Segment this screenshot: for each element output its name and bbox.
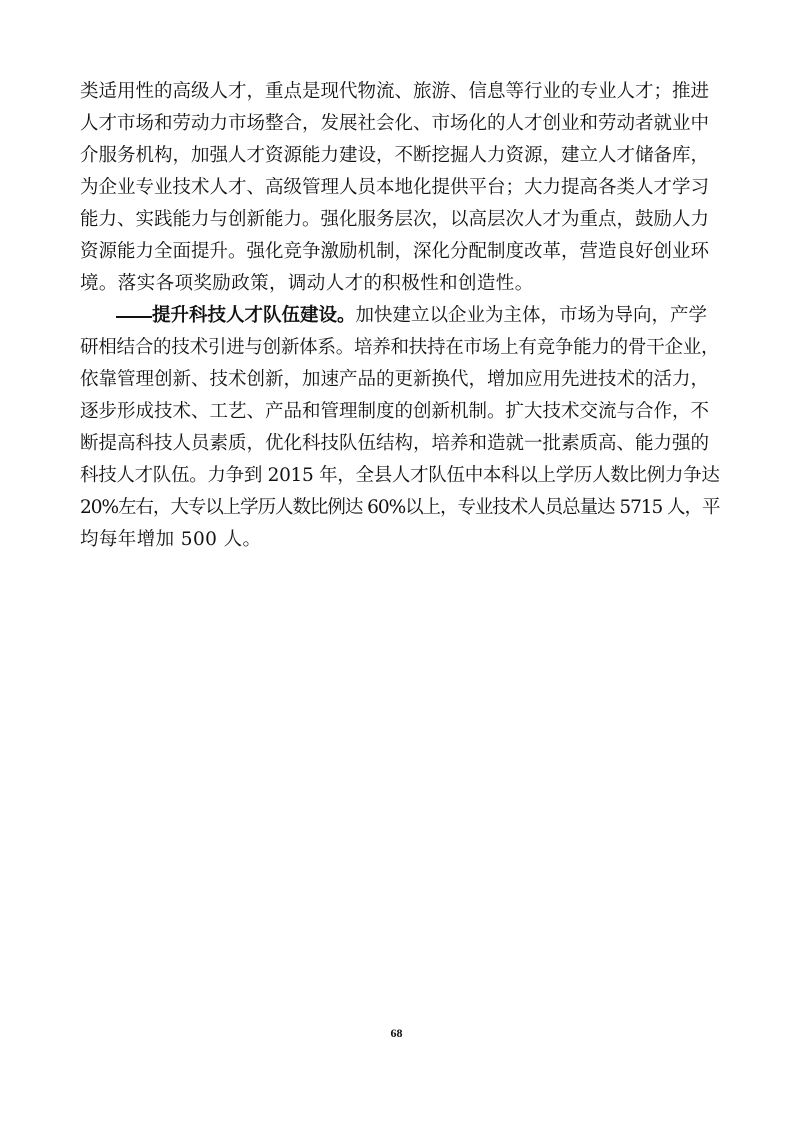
paragraph-line: 资源能力全面提升。强化竞争激励机制，深化分配制度改革，营造良好创业环 — [80, 241, 710, 262]
paragraph-talent-market — [80, 76, 720, 300]
paragraph-line: 均每年增加 500 人。 — [80, 529, 262, 550]
paragraph-line: 断提高科技人员素质，优化科技队伍结构，培养和造就一批素质高、能力强的 — [80, 433, 710, 454]
paragraph-first-line — [80, 300, 720, 332]
paragraph-tech-talent — [80, 300, 720, 556]
paragraph-line: 逐步形成技术、工艺、产品和管理制度的创新机制。扩大技术交流与合作，不 — [80, 401, 710, 422]
paragraph-line: 为企业专业技术人才、高级管理人员本地化提供平台；大力提高各类人才学习 — [80, 177, 710, 198]
paragraph-line: 科技人才队伍。力争到 2015 年，全县人才队伍中本科以上学历人数比例力争达 — [80, 465, 720, 486]
page-number: 68 — [390, 1026, 403, 1040]
paragraph-line: 研相结合的技术引进与创新体系。培养和扶持在市场上有竞争能力的骨干企业， — [80, 337, 720, 358]
paragraph-line-text: 加快建立以企业为主体，市场为导向，产学 — [355, 305, 708, 326]
paragraph-line: 人才市场和劳动力市场整合，发展社会化、市场化的人才创业和劳动者就业中 — [80, 113, 710, 134]
em-dash — [116, 300, 152, 332]
paragraph-line: 类适用性的高级人才，重点是现代物流、旅游、信息等行业的专业人才；推进 — [80, 81, 710, 102]
paragraph-line: 依靠管理创新、技术创新，加速产品的更新换代，增加应用先进技术的活力， — [80, 369, 710, 390]
paragraph-line: 境。落实各项奖励政策，调动人才的积极性和创造性。 — [80, 273, 534, 294]
section-heading: 提升科技人才队伍建设。 — [152, 305, 356, 326]
paragraph-line: 介服务机构，加强人才资源能力建设，不断挖掘人力资源，建立人才储备库， — [80, 145, 710, 166]
paragraph-line: 20%左右，大专以上学历人数比例达 60%以上，专业技术人员总量达 5715 人，平 — [80, 497, 720, 518]
paragraph-line: 能力、实践能力与创新能力。强化服务层次，以高层次人才为重点，鼓励人力 — [80, 209, 710, 230]
